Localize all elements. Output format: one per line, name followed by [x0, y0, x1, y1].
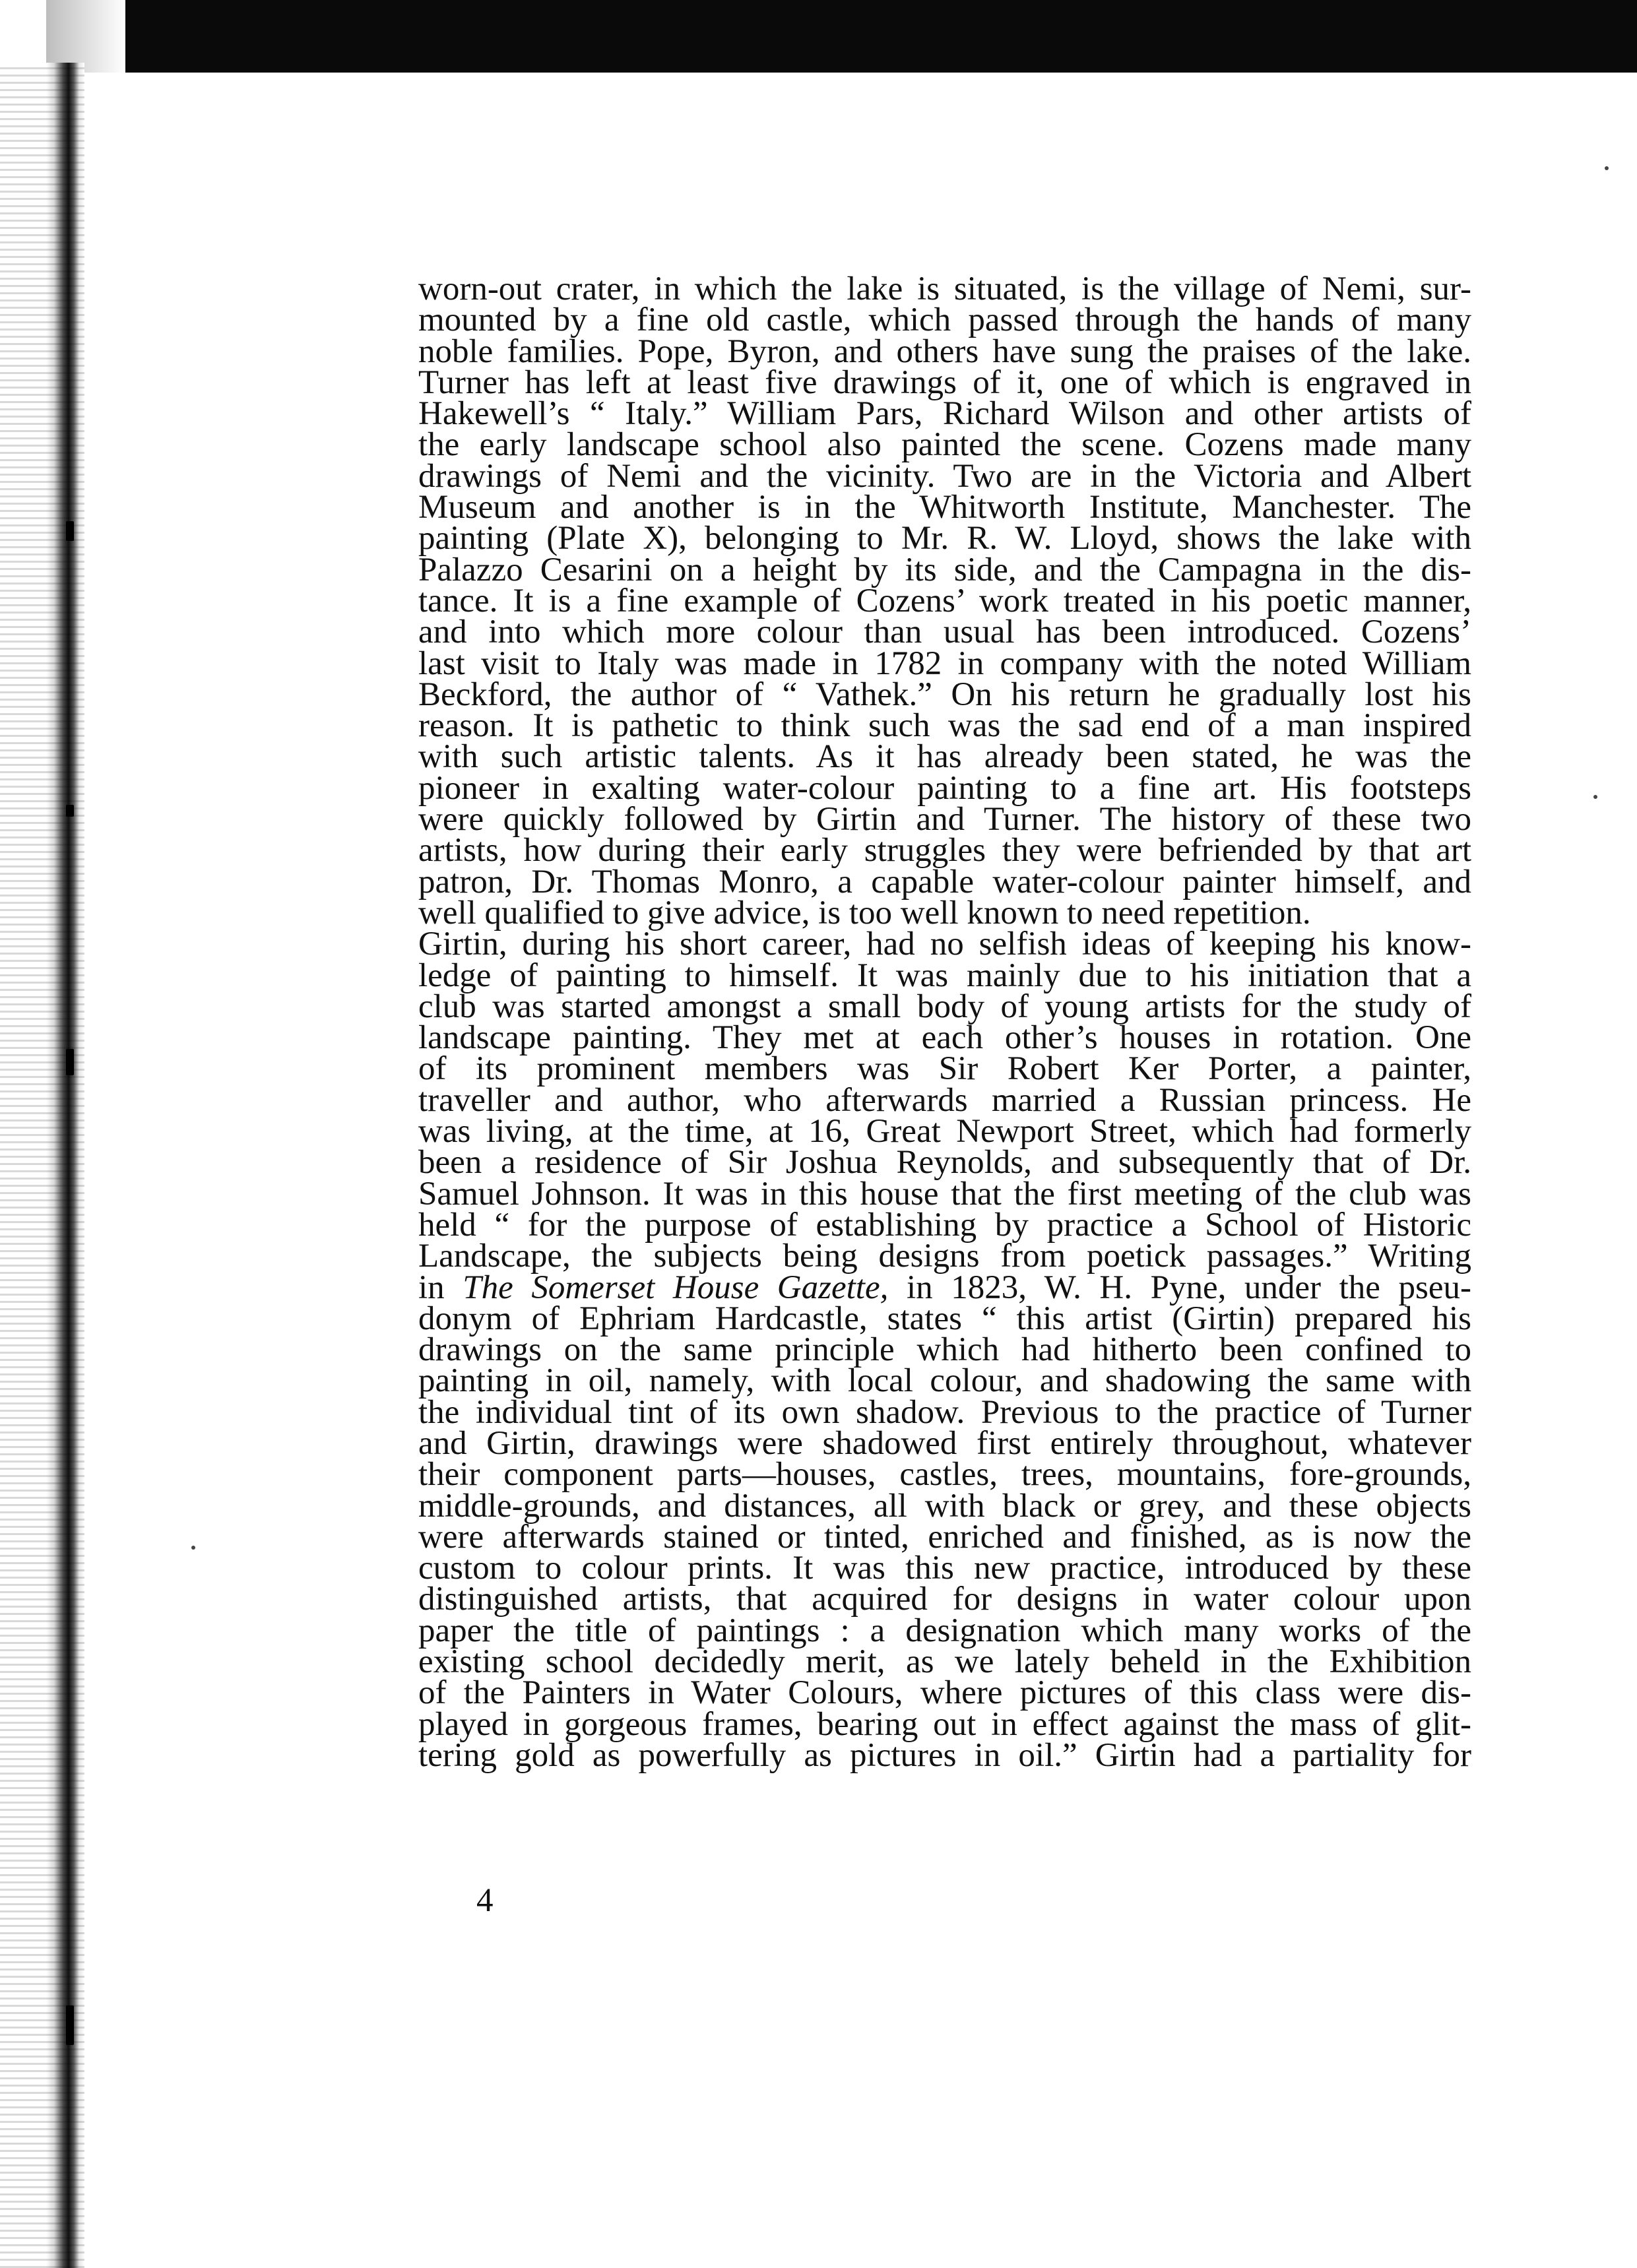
text-line: painting in oil, namely, with local colour, and shadowing the same with [418, 1362, 1471, 1400]
text-line: were quickly followed by Girtin and Turner. The history of these two [418, 801, 1471, 838]
text-line: Turner has left at least five drawings of it, one of which is engraved in [418, 363, 1471, 401]
text-line: club was started amongst a small body of young artists for the study of [418, 988, 1471, 1025]
scan-speck [191, 1546, 195, 1550]
text-line: Samuel Johnson. It was in this house that the first meeting of the club was [418, 1175, 1471, 1213]
text-line: Landscape, the subjects being designs from poetick passages.” Writing [418, 1238, 1471, 1275]
text-line: and Girtin, drawings were shadowed first entirely throughout, whatever [418, 1424, 1471, 1462]
text-line: Museum and another is in the Whitworth Institute, Manchester. The [418, 489, 1471, 526]
text-line: well qualified to give advice, is too well known to need repetition. [418, 894, 1311, 931]
page-number: 4 [476, 1882, 494, 1919]
text-line: Hakewell’s “ Italy.” William Pars, Richard Wilson and other artists of [418, 395, 1471, 433]
scan-top-border-fade [46, 0, 125, 73]
binding-mark [66, 805, 74, 817]
text-line: the individual tint of its own shadow. Previous to the practice of Turner [418, 1393, 1471, 1431]
text-line: traveller and author, who afterwards married a Russian princess. He [418, 1081, 1471, 1119]
text-line: Girtin, during his short career, had no selfish ideas of keeping his know- [418, 926, 1471, 963]
text-line: custom to colour prints. It was this new practice, introduced by these [418, 1550, 1471, 1587]
binding-mark [66, 521, 74, 541]
text-line: landscape painting. They met at each other’s houses in rotation. One [418, 1019, 1471, 1057]
text-line: worn-out crater, in which the lake is situated, is the village of Nemi, sur- [418, 270, 1471, 307]
text-line: held “ for the purpose of establishing by practice a School of Historic [418, 1206, 1471, 1244]
text-line: distinguished artists, that acquired for designs in water colour upon [418, 1581, 1471, 1618]
text-line: painting (Plate X), belonging to Mr. R. W. Lloyd, shows the lake with [418, 520, 1471, 557]
text-line: donym of Ephriam Hardcastle, states “ this artist (Girtin) prepared his [418, 1300, 1471, 1337]
binding-mark [66, 1049, 74, 1075]
text-line: reason. It is pathetic to think such was the sad end of a man inspired [418, 707, 1471, 745]
text-line: middle-grounds, and distances, all with black or grey, and these objects [418, 1487, 1471, 1525]
text-line: and into which more colour than usual has been introduced. Cozens’ [418, 614, 1471, 651]
text-line: pioneer in exalting water-colour painting to a fine art. His footsteps [418, 769, 1471, 807]
text-line: their component parts—houses, castles, trees, mountains, fore-grounds, [418, 1456, 1471, 1494]
scan-binding-edge [0, 63, 84, 2268]
text-line: existing school decidedly merit, as we lately beheld in the Exhibition [418, 1643, 1471, 1681]
text-line: mounted by a fine old castle, which passed through the hands of many [418, 301, 1471, 339]
text-line: with such artistic talents. As it has already been stated, he was the [418, 738, 1471, 776]
text-line: drawings on the same principle which had hitherto been confined to [418, 1331, 1471, 1369]
text-line: played in gorgeous frames, bearing out in effect against the mass of glit- [418, 1705, 1471, 1743]
text-line: last visit to Italy was made in 1782 in company with the noted William [418, 645, 1471, 682]
text-line: in The Somerset House Gazette, in 1823, W. H. Pyne, under the pseu- [418, 1269, 1471, 1306]
text-line: were afterwards stained or tinted, enriched and finished, as is now the [418, 1518, 1471, 1556]
publication-title: The Somerset House Gazette, [463, 1269, 889, 1306]
scan-speck [1593, 795, 1597, 799]
text-line: been a residence of Sir Joshua Reynolds, and subsequently that of Dr. [418, 1144, 1471, 1181]
text-line: patron, Dr. Thomas Monro, a capable water-colour painter himself, and [418, 863, 1471, 900]
scan-top-border [46, 0, 1637, 73]
text-line: of its prominent members was Sir Robert Ker Porter, a painter, [418, 1050, 1471, 1088]
text-line: ledge of painting to himself. It was mainly due to his initiation that a [418, 957, 1471, 994]
text-line: noble families. Pope, Byron, and others have sung the praises of the lake. [418, 332, 1471, 370]
text-line: tering gold as powerfully as pictures in oil.” Girtin had a partiality for [418, 1736, 1471, 1774]
text-line: drawings of Nemi and the vicinity. Two are in the Victoria and Albert [418, 457, 1471, 495]
text-line: Palazzo Cesarini on a height by its side, and the Campagna in the dis- [418, 551, 1471, 588]
text-line: the early landscape school also painted the scene. Cozens made many [418, 426, 1471, 464]
text-line: tance. It is a fine example of Cozens’ work treated in his poetic manner, [418, 582, 1471, 619]
text-line: artists, how during their early struggles they were befriended by that art [418, 832, 1471, 869]
text-line: of the Painters in Water Colours, where pictures of this class were dis- [418, 1674, 1471, 1712]
text-line: paper the title of paintings : a designation which many works of the [418, 1612, 1471, 1649]
body-text [418, 270, 1471, 1774]
text-line: Beckford, the author of “ Vathek.” On his return he gradually lost his [418, 676, 1471, 713]
text-line: was living, at the time, at 16, Great Newport Street, which had formerly [418, 1113, 1471, 1150]
binding-mark [66, 2005, 74, 2045]
scan-speck [1605, 166, 1609, 170]
